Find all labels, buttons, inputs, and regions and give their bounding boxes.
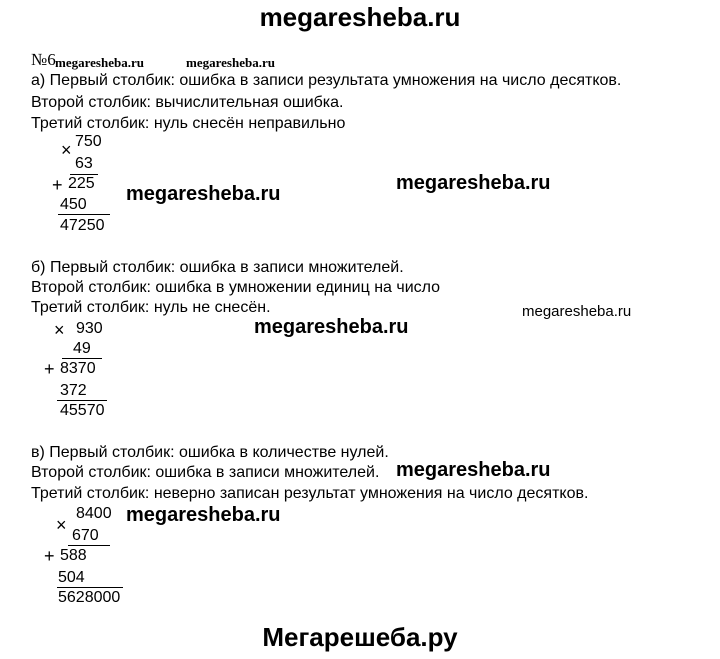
watermark: megaresheba.ru [186,55,275,70]
partial-product-1: 225 [68,175,95,192]
rule [62,358,102,359]
part-b-line-2: Второй столбик: ошибка в умножении единиц на число [31,279,441,296]
part-v-line-1: в) Первый столбик: ошибка в количестве нулей. [31,444,389,461]
partial-product-2: 450 [60,196,87,213]
site-footer: Мегарешеба.ру [262,622,458,652]
part-a-line-1: а) Первый столбик: ошибка в записи результата умножения на число десятков. [31,72,622,89]
result: 45570 [60,402,105,419]
watermark: megaresheba.ru [396,172,551,194]
rule [58,214,110,215]
rule [68,545,110,546]
multiplicand: 930 [76,320,103,337]
times-sign: × [56,515,67,535]
watermark: megaresheba.ru [254,316,409,338]
partial-product-1: 8370 [60,360,96,377]
task-number: №6 [31,50,56,69]
partial-product-1: 588 [60,547,87,564]
watermark: megaresheba.ru [126,504,281,526]
times-sign: × [61,140,72,160]
partial-product-2: 504 [58,569,85,586]
watermark: megaresheba.ru [126,183,281,205]
partial-product-2: 372 [60,382,87,399]
plus-sign: + [44,546,55,566]
rule [57,587,123,588]
part-v-line-3: Третий столбик: неверно записан результат умножения на число десятков. [31,485,589,502]
multiplicand: 750 [75,133,102,150]
part-v-line-2: Второй столбик: ошибка в записи множителей. [31,464,380,481]
multiplier: 63 [75,155,93,172]
multiplier: 49 [73,340,91,357]
watermark: megaresheba.ru [522,303,632,320]
result: 5628000 [58,589,121,606]
times-sign: × [54,320,65,340]
part-b-line-1: б) Первый столбик: ошибка в записи множителей. [31,259,404,276]
plus-sign: + [44,359,55,379]
watermark: megaresheba.ru [396,459,551,481]
part-a-line-3: Третий столбик: нуль снесён неправильно [31,115,346,132]
part-a-line-2: Второй столбик: вычислительная ошибка. [31,94,344,111]
plus-sign: + [52,175,63,195]
result: 47250 [60,217,105,234]
watermark: megaresheba.ru [55,55,144,70]
part-b-line-3: Третий столбик: нуль не снесён. [31,299,271,316]
multiplier: 670 [72,527,99,544]
multiplicand: 8400 [76,505,112,522]
site-header: megaresheba.ru [259,2,461,32]
rule [57,400,107,401]
